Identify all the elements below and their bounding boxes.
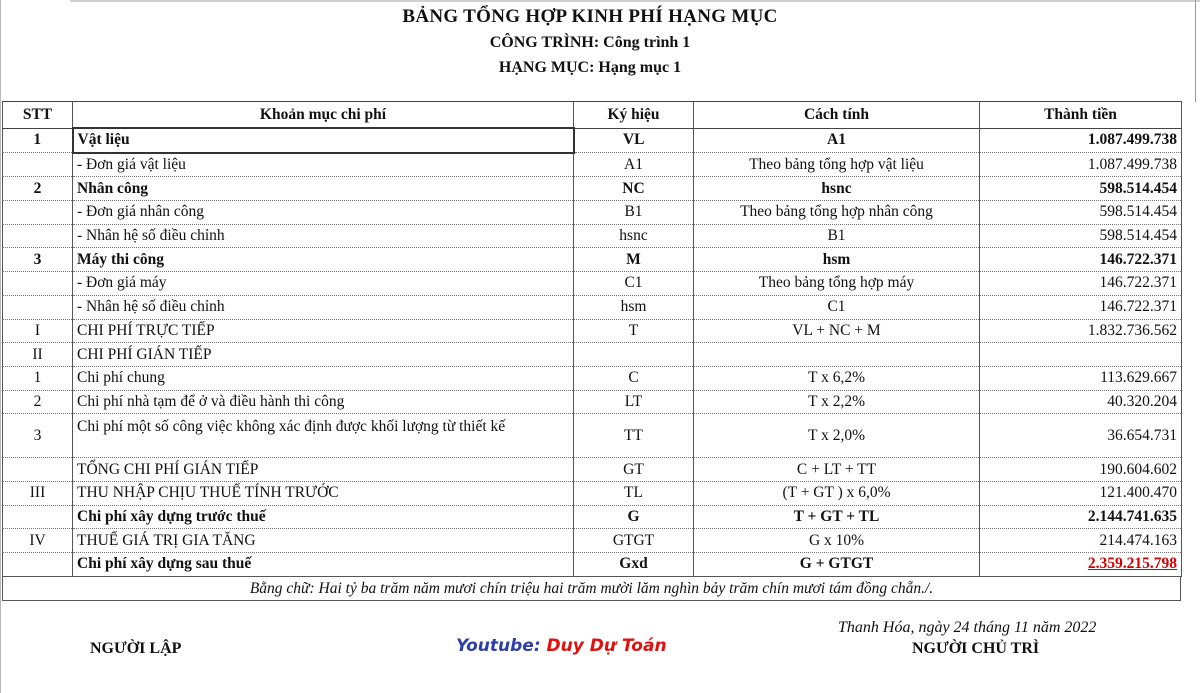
amount-cell: 113.629.667 bbox=[980, 366, 1182, 390]
amount-cell: 146.722.371 bbox=[980, 295, 1182, 319]
table-row bbox=[3, 128, 1182, 153]
code-cell: C bbox=[574, 366, 694, 390]
item-cell: Chi phí xây dựng trước thuế bbox=[73, 505, 574, 529]
amount-cell: 1.087.499.738 bbox=[980, 153, 1182, 177]
table-row bbox=[3, 224, 1182, 248]
stt-cell bbox=[3, 153, 73, 177]
stt-cell: I bbox=[3, 319, 73, 343]
category-name: HẠNG MỤC: Hạng mục 1 bbox=[498, 59, 682, 76]
formula-cell: Theo bảng tổng hợp vật liệu bbox=[694, 153, 980, 177]
amount-cell: 598.514.454 bbox=[980, 201, 1182, 225]
item-cell: TỔNG CHI PHÍ GIÁN TIẾP bbox=[73, 458, 574, 482]
item-cell: CHI PHÍ GIÁN TIẾP bbox=[73, 343, 574, 367]
code-cell: hsm bbox=[574, 295, 694, 319]
table-row bbox=[3, 295, 1182, 319]
formula-cell: G + GTGT bbox=[694, 553, 980, 577]
code-cell: GT bbox=[574, 458, 694, 482]
total-amount-highlight: 2.359.215.798 bbox=[1087, 555, 1177, 573]
item-cell: Chi phí nhà tạm để ở và điều hành thi công bbox=[73, 390, 574, 414]
watermark-channel: Duy Dự Toán bbox=[546, 636, 667, 656]
table-row bbox=[3, 343, 1182, 367]
amount-cell: 1.087.499.738 bbox=[980, 128, 1182, 153]
amount-cell: 214.474.163 bbox=[980, 529, 1182, 553]
code-cell: B1 bbox=[574, 201, 694, 225]
table-row bbox=[3, 458, 1182, 482]
amount-cell: 598.514.454 bbox=[980, 224, 1182, 248]
formula-cell: B1 bbox=[694, 224, 980, 248]
code-cell: A1 bbox=[574, 153, 694, 177]
code-cell: Gxd bbox=[574, 553, 694, 577]
signing-date: Thanh Hóa, ngày 24 tháng 11 năm 2022 bbox=[838, 619, 1097, 636]
code-cell: LT bbox=[574, 390, 694, 414]
formula-cell: T x 6,2% bbox=[694, 366, 980, 390]
table-row bbox=[3, 201, 1182, 225]
table-row bbox=[3, 553, 1182, 577]
column-header-formula: Cách tính bbox=[694, 102, 980, 129]
code-cell: TL bbox=[574, 481, 694, 505]
report-title: BẢNG TỔNG HỢP KINH PHÍ HẠNG MỤC bbox=[402, 6, 778, 27]
item-cell: - Nhân hệ số điều chỉnh bbox=[73, 295, 574, 319]
formula-cell: T x 2,0% bbox=[694, 414, 980, 458]
item-cell: - Đơn giá nhân công bbox=[73, 201, 574, 225]
stt-cell: 3 bbox=[3, 248, 73, 272]
watermark-prefix: Youtube: bbox=[456, 636, 547, 656]
amount-in-words: Bằng chữ: Hai tỷ ba trăm năm mươi chín triệu hai trăm mười lăm nghìn bảy trăm chín mươi tám đồng chẵn./. bbox=[2, 576, 1181, 601]
table-row bbox=[3, 390, 1182, 414]
amount-cell: 146.722.371 bbox=[980, 248, 1182, 272]
formula-cell: T x 2,2% bbox=[694, 390, 980, 414]
cost-summary-table bbox=[2, 101, 1182, 577]
formula-cell: T + GT + TL bbox=[694, 505, 980, 529]
formula-cell: C + LT + TT bbox=[694, 458, 980, 482]
code-cell: G bbox=[574, 505, 694, 529]
stt-cell: III bbox=[3, 481, 73, 505]
project-name: CÔNG TRÌNH: Công trình 1 bbox=[489, 34, 691, 51]
stt-cell bbox=[3, 272, 73, 296]
stt-cell: 1 bbox=[3, 366, 73, 390]
stt-cell bbox=[3, 458, 73, 482]
code-cell bbox=[574, 343, 694, 367]
table-row bbox=[3, 481, 1182, 505]
table-row bbox=[3, 529, 1182, 553]
amount-cell: 598.514.454 bbox=[980, 177, 1182, 201]
amount-cell: 190.604.602 bbox=[980, 458, 1182, 482]
formula-cell: hsnc bbox=[694, 177, 980, 201]
table-row bbox=[3, 505, 1182, 529]
stt-cell bbox=[3, 201, 73, 225]
stt-cell bbox=[3, 224, 73, 248]
column-header-amount: Thành tiền bbox=[980, 102, 1182, 129]
stt-cell: II bbox=[3, 343, 73, 367]
amount-cell: 2.144.741.635 bbox=[980, 505, 1182, 529]
formula-cell: Theo bảng tổng hợp nhân công bbox=[694, 201, 980, 225]
formula-cell: C1 bbox=[694, 295, 980, 319]
item-cell: CHI PHÍ TRỰC TIẾP bbox=[73, 319, 574, 343]
amount-cell: 1.832.736.562 bbox=[980, 319, 1182, 343]
amount-cell: 36.654.731 bbox=[980, 414, 1182, 458]
column-header-stt: STT bbox=[3, 102, 73, 129]
stt-cell bbox=[3, 295, 73, 319]
table-row bbox=[3, 248, 1182, 272]
amount-cell: 146.722.371 bbox=[980, 272, 1182, 296]
amount-cell bbox=[980, 553, 1182, 577]
code-cell: M bbox=[574, 248, 694, 272]
table-row bbox=[3, 272, 1182, 296]
stt-cell: 2 bbox=[3, 390, 73, 414]
item-cell: Vật liệu bbox=[73, 128, 574, 153]
item-cell: Máy thi công bbox=[73, 248, 574, 272]
table-row bbox=[3, 366, 1182, 390]
stt-cell: 2 bbox=[3, 177, 73, 201]
code-cell: VL bbox=[574, 128, 694, 153]
stt-cell bbox=[3, 553, 73, 577]
amount-cell: 121.400.470 bbox=[980, 481, 1182, 505]
formula-cell bbox=[694, 343, 980, 367]
formula-cell: VL + NC + M bbox=[694, 319, 980, 343]
watermark bbox=[456, 636, 667, 656]
stt-cell: IV bbox=[3, 529, 73, 553]
formula-cell: G x 10% bbox=[694, 529, 980, 553]
code-cell: GTGT bbox=[574, 529, 694, 553]
formula-cell: Theo bảng tổng hợp máy bbox=[694, 272, 980, 296]
approver-label: NGƯỜI CHỦ TRÌ bbox=[912, 640, 1040, 657]
column-header-item: Khoản mục chi phí bbox=[73, 102, 574, 129]
code-cell: hsnc bbox=[574, 224, 694, 248]
code-cell: NC bbox=[574, 177, 694, 201]
item-cell: - Đơn giá máy bbox=[73, 272, 574, 296]
code-cell: TT bbox=[574, 414, 694, 458]
item-cell: - Đơn giá vật liệu bbox=[73, 153, 574, 177]
code-cell: C1 bbox=[574, 272, 694, 296]
table-row bbox=[3, 319, 1182, 343]
item-cell: THU NHẬP CHỊU THUẾ TÍNH TRƯỚC bbox=[73, 481, 574, 505]
stt-cell bbox=[3, 505, 73, 529]
table-row bbox=[3, 177, 1182, 201]
table-row bbox=[3, 153, 1182, 177]
item-cell: - Nhân hệ số điều chỉnh bbox=[73, 224, 574, 248]
item-cell: Chi phí một số công việc không xác định được khối lượng từ thiết kế bbox=[73, 414, 574, 458]
item-cell: THUẾ GIÁ TRỊ GIA TĂNG bbox=[73, 529, 574, 553]
table-header-row bbox=[3, 102, 1182, 129]
column-header-code: Ký hiệu bbox=[574, 102, 694, 129]
item-cell: Chi phí chung bbox=[73, 366, 574, 390]
table-row bbox=[3, 414, 1182, 458]
stt-cell: 3 bbox=[3, 414, 73, 458]
amount-cell bbox=[980, 343, 1182, 367]
formula-cell: hsm bbox=[694, 248, 980, 272]
stt-cell: 1 bbox=[3, 128, 73, 153]
code-cell: T bbox=[574, 319, 694, 343]
preparer-label: NGƯỜI LẬP bbox=[90, 640, 182, 657]
item-cell: Nhân công bbox=[73, 177, 574, 201]
formula-cell: (T + GT ) x 6,0% bbox=[694, 481, 980, 505]
item-cell: Chi phí xây dựng sau thuế bbox=[73, 553, 574, 577]
formula-cell: A1 bbox=[694, 128, 980, 153]
amount-cell: 40.320.204 bbox=[980, 390, 1182, 414]
